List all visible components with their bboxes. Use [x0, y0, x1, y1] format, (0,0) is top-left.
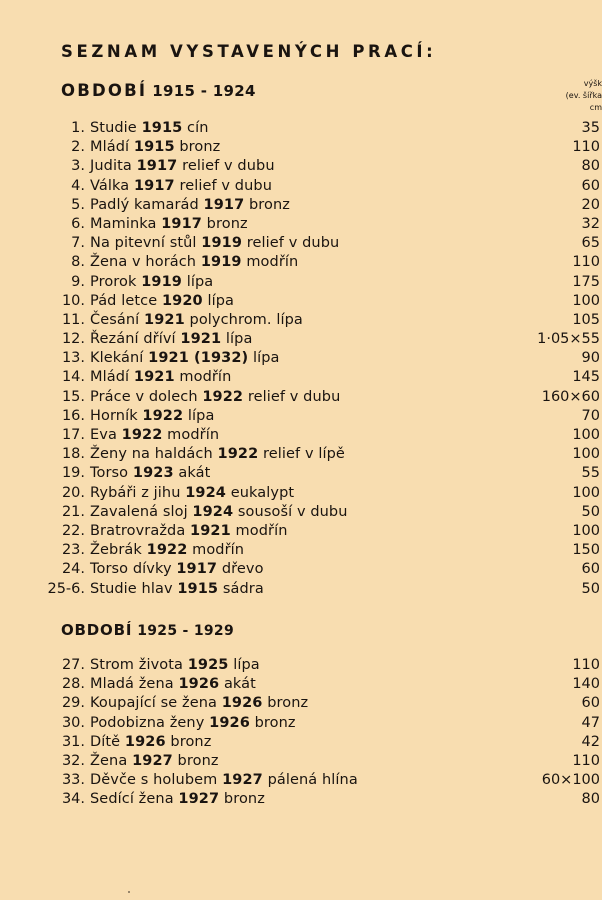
work-item [0, 560, 600, 579]
item-year: 1924 [185, 484, 226, 501]
item-title: Dítě [90, 733, 121, 750]
item-year: 1917 [203, 196, 245, 213]
item-title: Koupající se žena [90, 695, 217, 712]
item-dimension: 145 [572, 369, 600, 386]
item-number: 17. [61, 427, 85, 443]
item-title: Bratrovražda [90, 522, 186, 539]
item-dimension: 110 [572, 254, 600, 271]
item-description [90, 675, 256, 694]
item-dimension: 110 [572, 657, 600, 673]
item-number: 2. [71, 139, 85, 156]
work-item [0, 177, 600, 196]
work-item [0, 349, 600, 368]
item-material: relief v dubu [247, 388, 341, 405]
item-dimension: 60 [581, 177, 600, 194]
item-material: akát [178, 465, 211, 482]
column-header-line: cm [589, 103, 602, 112]
item-title: Řezání dříví [90, 331, 176, 348]
item-description [90, 752, 219, 771]
item-year: 1921 (1932) [148, 350, 249, 367]
item-year: 1917 [133, 177, 175, 194]
item-number: 5. [71, 196, 85, 213]
item-title: Válka [90, 177, 130, 194]
item-number: 30. [61, 714, 85, 731]
item-material: modřín [235, 522, 288, 539]
item-number: 24. [61, 561, 85, 578]
item-title: Žena [90, 752, 128, 769]
item-title: Horník [90, 407, 138, 424]
item-material: cín [187, 120, 209, 136]
item-material: akát [223, 676, 256, 693]
item-number: 7. [71, 235, 85, 252]
item-material: eukalypt [230, 484, 295, 501]
column-header-line: (ev. šířka [565, 91, 602, 100]
column-header-line: výšk [583, 79, 602, 88]
work-item [0, 733, 600, 752]
item-year: 1926 [209, 714, 250, 731]
item-title: Žebrák [90, 542, 142, 559]
period-years: 1915 - 1924 [152, 82, 256, 100]
item-material: modřín [179, 369, 232, 386]
item-material: relief v dubu [179, 177, 272, 194]
work-item [0, 273, 600, 292]
item-description [90, 464, 210, 483]
item-dimension: 50 [581, 503, 600, 520]
item-description [90, 503, 348, 522]
item-dimension: 100 [572, 446, 600, 463]
item-description [90, 771, 358, 790]
item-dimension: 110 [572, 139, 600, 156]
item-title: Strom života [90, 657, 184, 673]
item-title: Padlý kamarád [90, 196, 199, 213]
item-number: 25-6. [47, 580, 85, 597]
item-material: bronz [254, 714, 296, 731]
work-item [0, 253, 600, 272]
work-item [0, 541, 600, 560]
item-number: 32. [61, 752, 85, 769]
item-year: 1917 [161, 215, 202, 232]
item-dimension: 80 [581, 791, 600, 808]
work-item [0, 407, 600, 426]
item-year: 1921 [180, 331, 222, 348]
item-dimension: 105 [572, 311, 600, 328]
item-description [90, 368, 231, 387]
item-description [90, 714, 296, 733]
item-dimension: 100 [572, 522, 600, 539]
item-number: 11. [61, 311, 85, 328]
item-number: 16. [61, 407, 85, 424]
work-item [0, 368, 600, 387]
period-years: 1925 - 1929 [137, 623, 234, 639]
item-material: lípa [225, 331, 253, 348]
item-year: 1922 [202, 388, 244, 405]
item-dimension: 70 [581, 407, 600, 424]
item-description [90, 733, 211, 752]
item-description [90, 541, 244, 560]
item-number: 27. [61, 657, 85, 673]
item-title: Česání [90, 311, 140, 328]
item-year: 1919 [141, 273, 182, 290]
item-dimension: 60 [581, 561, 600, 578]
item-number: 29. [61, 695, 85, 712]
item-description [90, 388, 340, 407]
period-label: OBDOBÍ [61, 81, 148, 100]
item-material: lípa [187, 407, 215, 424]
item-number: 34. [61, 791, 85, 808]
item-dimension: 160×60 [541, 388, 600, 405]
item-title: Eva [90, 427, 117, 443]
item-material: bronz [223, 791, 265, 808]
item-title: Na pitevní stůl [90, 235, 197, 252]
item-dimension: 20 [581, 196, 600, 213]
item-year: 1923 [132, 465, 174, 482]
item-number: 18. [61, 446, 85, 463]
item-number: 20. [61, 484, 85, 501]
item-dimension: 60×100 [541, 772, 600, 789]
item-material: polychrom. lípa [189, 311, 303, 328]
work-item [0, 196, 600, 215]
item-number: 12. [61, 331, 85, 348]
item-title: Torso [90, 465, 129, 482]
item-number: 14. [61, 369, 85, 386]
work-item [0, 426, 600, 445]
item-year: 1926 [221, 695, 263, 712]
page-heading: SEZNAM VYSTAVENÝCH PRACÍ: [61, 42, 437, 61]
item-material: bronz [177, 752, 219, 769]
item-year: 1925 [187, 657, 229, 673]
item-dimension: 55 [581, 465, 600, 482]
item-dimension: 90 [581, 350, 600, 367]
work-item [0, 330, 600, 349]
item-number: 28. [61, 676, 85, 693]
item-description [90, 790, 265, 809]
item-material: bronz [170, 733, 212, 750]
work-item [0, 484, 600, 503]
item-dimension: 80 [581, 158, 600, 175]
item-year: 1915 [177, 580, 219, 597]
works-list-1925-1929 [0, 656, 600, 810]
item-material: modřín [167, 427, 220, 443]
item-number: 31. [61, 733, 85, 750]
item-title: Podobizna ženy [90, 714, 205, 731]
item-material: bronz [206, 215, 248, 232]
item-dimension: 35 [581, 120, 600, 136]
work-item [0, 675, 600, 694]
item-description [90, 311, 303, 330]
item-description [90, 407, 214, 426]
work-item [0, 580, 600, 599]
item-description [90, 177, 272, 196]
item-year: 1919 [201, 235, 243, 252]
item-dimension: 100 [572, 292, 600, 309]
item-material: modřín [246, 254, 299, 271]
period-heading-2 [61, 620, 234, 639]
item-material: lípa [186, 273, 214, 290]
item-title: Mládí [90, 139, 130, 156]
period-heading-1 [61, 81, 256, 100]
item-description [90, 138, 220, 157]
work-item [0, 311, 600, 330]
item-number: 4. [71, 177, 85, 194]
item-dimension: 175 [572, 273, 600, 290]
work-item [0, 771, 600, 790]
item-title: Sedící žena [90, 791, 174, 808]
item-dimension: 60 [581, 695, 600, 712]
item-number: 19. [61, 465, 85, 482]
item-year: 1926 [124, 733, 166, 750]
item-year: 1922 [142, 407, 184, 424]
works-list-1915-1924 [0, 119, 600, 599]
item-year: 1917 [136, 158, 178, 175]
work-item [0, 445, 600, 464]
item-title: Zavalená sloj [90, 503, 188, 520]
item-dimension: 150 [572, 542, 600, 559]
item-year: 1922 [121, 427, 163, 443]
work-item [0, 119, 600, 138]
item-title: Rybáři z jihu [90, 484, 181, 501]
item-dimension: 110 [572, 752, 600, 769]
item-material: relief v dubu [246, 235, 340, 252]
item-description [90, 157, 275, 176]
work-item [0, 464, 600, 483]
item-material: modřín [192, 542, 245, 559]
item-material: lípa [252, 350, 280, 367]
item-material: bronz [267, 695, 309, 712]
item-dimension: 65 [581, 235, 600, 252]
item-material: bronz [179, 139, 221, 156]
work-item [0, 522, 600, 541]
item-description [90, 119, 209, 138]
item-description [90, 656, 260, 675]
item-material: relief v dubu [182, 158, 275, 175]
item-year: 1921 [190, 522, 231, 539]
work-item [0, 215, 600, 234]
item-dimension: 42 [581, 733, 600, 750]
item-year: 1927 [132, 752, 173, 769]
item-description [90, 215, 248, 234]
item-year: 1917 [176, 561, 218, 578]
work-item [0, 694, 600, 713]
work-item [0, 714, 600, 733]
item-description [90, 560, 264, 579]
work-item [0, 234, 600, 253]
item-title: Mládí [90, 369, 130, 386]
item-title: Mladá žena [90, 676, 174, 693]
paper-speck [128, 891, 130, 893]
item-number: 8. [71, 254, 85, 271]
item-year: 1921 [133, 369, 175, 386]
item-title: Prorok [90, 273, 137, 290]
item-year: 1926 [178, 676, 220, 693]
item-year: 1915 [141, 120, 183, 136]
item-description [90, 349, 280, 368]
item-title: Klekání [90, 350, 144, 367]
item-material: lípa [207, 292, 234, 309]
period-label: OBDOBÍ [61, 621, 133, 639]
work-item [0, 790, 600, 809]
item-year: 1927 [178, 791, 220, 808]
item-title: Práce v dolech [90, 388, 198, 405]
item-material: dřevo [221, 561, 264, 578]
item-title: Studie [90, 120, 137, 136]
item-year: 1919 [200, 254, 242, 271]
item-description [90, 292, 234, 311]
item-title: Děvče s holubem [90, 772, 218, 789]
item-dimension: 47 [581, 714, 600, 731]
work-item [0, 292, 600, 311]
item-description [90, 234, 339, 253]
item-material: bronz [249, 196, 291, 213]
item-year: 1921 [144, 311, 185, 328]
item-title: Maminka [90, 215, 157, 232]
item-material: lípa [233, 657, 260, 673]
item-year: 1922 [217, 446, 259, 463]
item-title: Judita [90, 158, 132, 175]
item-number: 13. [61, 350, 85, 367]
work-item [0, 138, 600, 157]
item-description [90, 330, 252, 349]
item-year: 1922 [146, 542, 188, 559]
item-year: 1927 [222, 772, 263, 789]
item-description [90, 694, 308, 713]
item-dimension: 140 [572, 676, 600, 693]
item-description [90, 522, 288, 541]
item-title: Pád letce [90, 292, 158, 309]
item-number: 33. [61, 772, 85, 789]
item-material: sousoší v dubu [237, 503, 348, 520]
dimension-column-header [554, 78, 602, 114]
item-year: 1915 [133, 139, 175, 156]
item-year: 1920 [161, 292, 203, 309]
item-description [90, 445, 345, 464]
item-number: 3. [71, 158, 85, 175]
item-dimension: 100 [572, 427, 600, 443]
work-item [0, 388, 600, 407]
item-dimension: 50 [581, 580, 600, 597]
item-year: 1924 [192, 503, 234, 520]
item-dimension: 1·05×55 [537, 331, 600, 348]
work-item [0, 503, 600, 522]
item-number: 6. [71, 215, 85, 232]
item-number: 10. [61, 292, 85, 309]
item-dimension: 32 [581, 215, 600, 232]
item-description [90, 426, 219, 445]
item-number: 23. [61, 542, 85, 559]
item-material: relief v lípě [262, 446, 345, 463]
item-dimension: 100 [572, 484, 600, 501]
item-description [90, 580, 264, 599]
item-number: 1. [71, 120, 85, 136]
item-title: Ženy na haldách [90, 446, 213, 463]
item-number: 15. [61, 388, 85, 405]
item-material: sádra [222, 580, 264, 597]
item-title: Studie hlav [90, 580, 173, 597]
item-number: 9. [71, 273, 85, 290]
item-number: 22. [61, 522, 85, 539]
work-item [0, 157, 600, 176]
item-description [90, 196, 290, 215]
item-description [90, 253, 298, 272]
item-material: pálená hlína [267, 772, 358, 789]
work-item [0, 656, 600, 675]
item-title: Žena v horách [90, 254, 197, 271]
item-description [90, 484, 294, 503]
item-title: Torso dívky [90, 561, 172, 578]
work-item [0, 752, 600, 771]
item-description [90, 273, 213, 292]
item-number: 21. [61, 503, 85, 520]
